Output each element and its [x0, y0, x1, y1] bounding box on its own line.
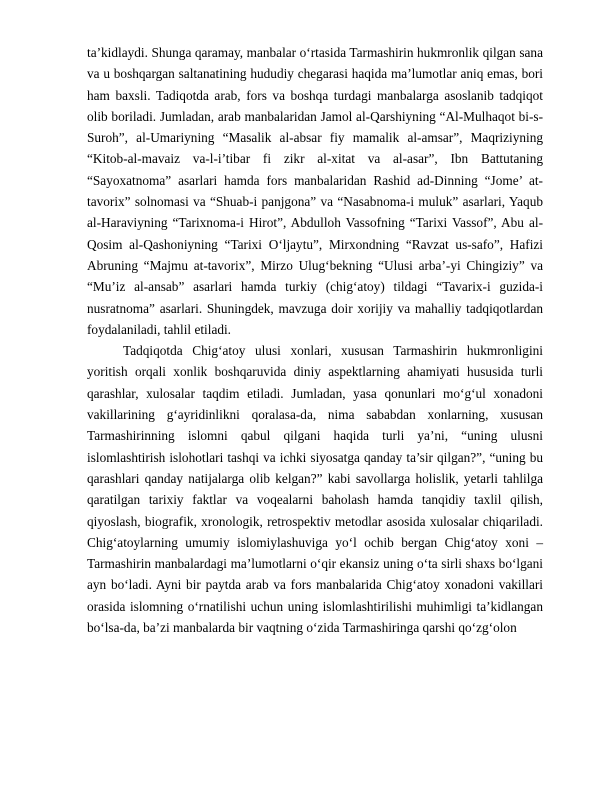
document-page [87, 42, 543, 638]
paragraph-sources: ta’kidlaydi. Shunga qaramay, manbalar o‘rtasida Tarmashirin hukmronlik qilgan sana va u boshqargan saltanatining hududiy chegarasi haqida ma’lumotlar aniq emas, bori ham baxsli. Tadiqotda arab, fors va boshqa turdagi manbalarga asoslanib tadqiqot olib boriladi. Jumladan, arab manbalaridan Jamol al-Qarshiyning “Al-Mulhaqot bi-s-Suroh”, al-Umariyning “Masalik al-absar fiy mamalik al-amsar”, Maqriziyning “Kitob-al-mavaiz va-l-i’tibar fi zikr al-xitat va al-asar”, Ibn Battutaning “Sayoxatnoma” asarlari hamda fors manbalaridan Rashid ad-Dinning “Jome’ at-tavorix” solnomasi va “Shuab-i panjgona” va “Nasabnoma-i muluk” asarlari, Yaqub al-Haraviyning “Tarixnoma-i Hirot”, Abdulloh Vassofning “Tarixi Vassof”, Abu al-Qosim al-Qashoniyning “Tarixi O‘ljaytu”, Mirxondning “Ravzat us-safo”, Hafizi Abruning “Majmu at-tavorix”, Mirzo Ulug‘bekning “Ulusi arba’-yi Chingiziy” va “Mu’iz al-ansab” asarlari hamda turkiy (chig‘atoy) tildagi “Tavarix-i guzida-i nusratnoma” asarlari. Shuningdek, mavzuga doir xorijiy va mahalliy tadqiqotlardan foydalaniladi, tahlil etiladi. [87, 45, 543, 337]
paragraph-research: Tadqiqotda Chig‘atoy ulusi xonlari, xususan Tarmashirin hukmronligini yoritish orqali xonlik boshqaruvida diniy aspektlarning ahamiyati hususida turli qarashlar, xulosalar taqdim etiladi. Jumladan, yasa qonunlari mo‘g‘ul xonadoni vakillarining g‘ayridinlikni qoralasa-da, nima sababdan xonlarning, xususan Tarmashirinning islomni qabul qilgani haqida turli ya’ni, “uning ulusni islomlashtirish islohotlari tashqi va ichki siyosatga qanday ta’sir qilgan?”, “uning bu qarashlari qanday natijalarga olib kelgan?” kabi savollarga holislik, yetarli tahlilga qaratilgan tarixiy faktlar va voqealarni baholash hamda tanqidiy taxlil qilish, qiyoslash, biografik, xronologik, retrospektiv metodlar asosida xulosalar chiqariladi. Chig‘atoylarning umumiy islomiylashuviga yo‘l ochib bergan Chig‘atoy xoni – Tarmashirin manbalardagi ma’lumotlarni o‘qir ekansiz uning o‘ta sirli shaxs bo‘lgani ayn bo‘ladi. Ayni bir paytda arab va fors manbalarida Chig‘atoy xonadoni vakillari orasida islomning o‘rnatilishi uchun uning islomlashtirilishi muhimligi ta’kidlangan bo‘lsa-da, ba’zi manbalarda bir vaqtning o‘zida Tarmashiringa qarshi qo‘zg‘olon [87, 343, 543, 636]
